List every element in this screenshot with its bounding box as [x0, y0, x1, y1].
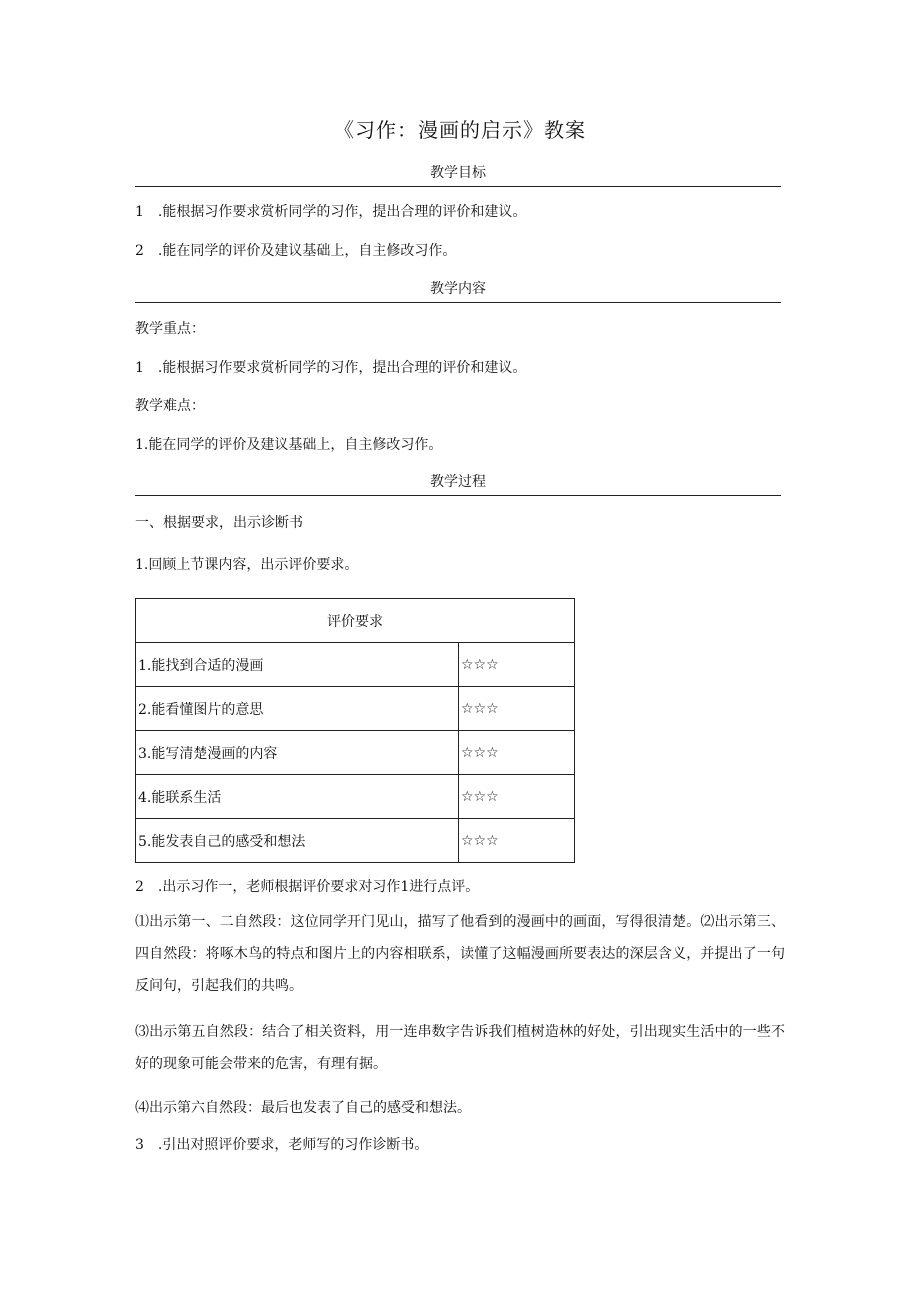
- objective-item-1: 1 .能根据习作要求赏析同学的习作，提出合理的评价和建议。: [135, 204, 527, 220]
- table-row: [136, 731, 575, 775]
- table-row: [136, 687, 575, 731]
- evaluation-table: [135, 598, 575, 863]
- process-step2-paragraph-2: ⑶出示第五自然段：结合了相关资料，用一连串数字告诉我们植树造林的好处，引出现实生活中的一些不好的现象可能会带来的危害，有理有据。: [135, 1024, 785, 1072]
- star-rating: ☆☆☆: [459, 731, 575, 775]
- table-header: 评价要求: [136, 599, 575, 643]
- document-title: 《习作：漫画的启示》教案: [334, 118, 586, 142]
- process-step2-paragraph-1: ⑴出示第一、二自然段：这位同学开门见山，描写了他看到的漫画中的画面，写得很清楚。⑵出示第三、四自然段：将啄木鸟的特点和图片上的内容相联系，读懂了这幅漫画所要表达的深层含义，并提出了一句反问句，引起我们的共鸣。: [135, 914, 785, 994]
- process-step1-1: 1.回顾上节课内容，出示评价要求。: [135, 557, 359, 573]
- table-row: [136, 819, 575, 863]
- process-step2-paragraph-3: ⑷出示第六自然段：最后也发表了自己的感受和想法。: [135, 1100, 471, 1116]
- process-step2: 2 .出示习作一，老师根据评价要求对习作1进行点评。: [135, 879, 480, 895]
- key-points-label: 教学重点：: [135, 321, 205, 337]
- star-rating: ☆☆☆: [459, 687, 575, 731]
- section-heading-objectives: 教学目标: [135, 164, 781, 187]
- section-heading-process: 教学过程: [135, 473, 781, 496]
- criterion-cell: 4.能联系生活: [136, 775, 459, 819]
- difficulty-label: 教学难点：: [135, 398, 205, 414]
- process-step3: 3 .引出对照评价要求，老师写的习作诊断书。: [135, 1137, 429, 1153]
- difficulty-item: 1.能在同学的评价及建议基础上，自主修改习作。: [135, 437, 443, 453]
- process-step1-heading: 一、根据要求，出示诊断书: [135, 515, 303, 531]
- criterion-cell: 5.能发表自己的感受和想法: [136, 819, 459, 863]
- criterion-cell: 3.能写清楚漫画的内容: [136, 731, 459, 775]
- star-rating: ☆☆☆: [459, 775, 575, 819]
- objective-item-2: 2 .能在同学的评价及建议基础上，自主修改习作。: [135, 243, 457, 259]
- criterion-cell: 1.能找到合适的漫画: [136, 643, 459, 687]
- key-point-item: 1 .能根据习作要求赏析同学的习作，提出合理的评价和建议。: [135, 360, 527, 376]
- table-row: [136, 775, 575, 819]
- star-rating: ☆☆☆: [459, 643, 575, 687]
- section-heading-content: 教学内容: [135, 280, 781, 303]
- table-row: [136, 643, 575, 687]
- star-rating: ☆☆☆: [459, 819, 575, 863]
- criterion-cell: 2.能看懂图片的意思: [136, 687, 459, 731]
- table-header-row: [136, 599, 575, 643]
